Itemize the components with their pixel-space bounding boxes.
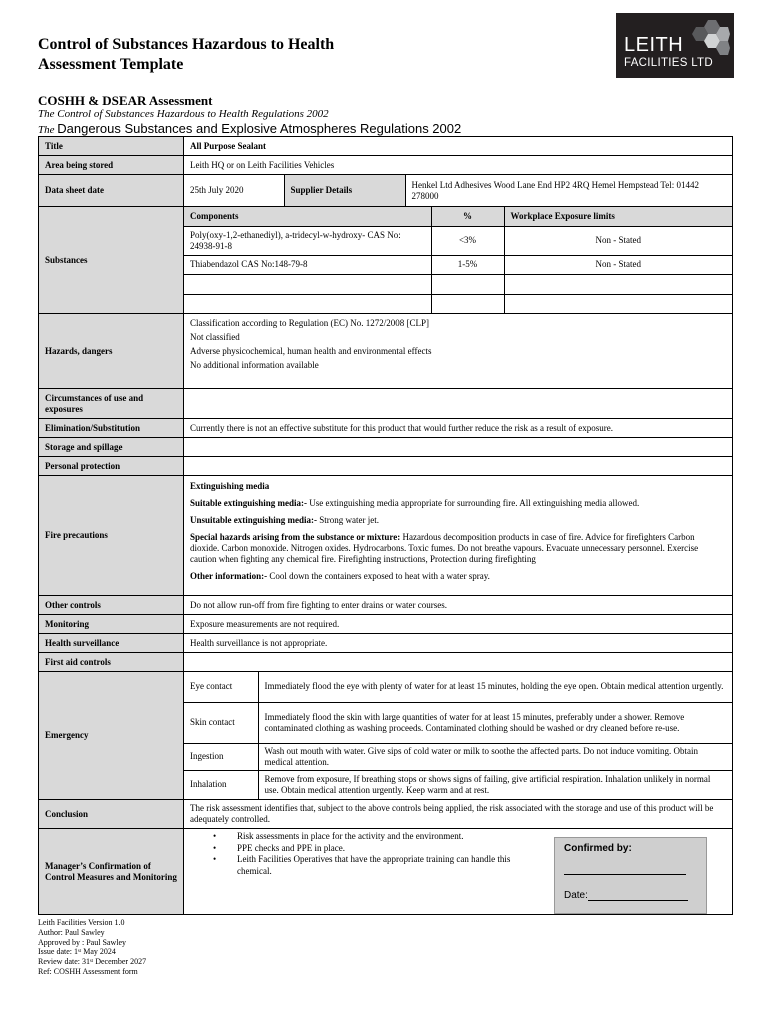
component-name: Poly(oxy-1,2-ethanediyl), a-tridecyl-w-hydroxy- CAS No: 24938-91-8	[184, 226, 431, 255]
label-supplier: Supplier Details	[284, 175, 405, 206]
emergency-type: Eye contact	[184, 672, 258, 702]
value-personal	[184, 457, 733, 476]
hazard-line: Adverse physicochemical, human health and environmental effects	[190, 346, 432, 356]
label-elimination: Elimination/Substitution	[39, 419, 184, 438]
assessment-subheader	[38, 93, 738, 138]
emergency-text: Immediately flood the skin with large quantities of water for at least 15 minutes, preferably under a shower. Remove contaminated clothing as washing proceeds. Contaminated clothing should be washed or dry cleaned before re-use.	[258, 702, 732, 743]
emergency-text: Remove from exposure, If breathing stops or shows signs of failing, give artificial respiration. Inhalation unlikely in normal use. Obtain medical attention urgently. Keep warm and at rest.	[258, 770, 732, 799]
logo-facilities-text: FACILITIES LTD	[624, 57, 713, 69]
list-item: • Risk assessments in place for the activity and the environment.	[213, 831, 464, 841]
row-circumstances	[39, 389, 733, 419]
fire-unsuitable: Unsuitable extinguishing media:- Strong water jet.	[190, 515, 380, 525]
hazard-line: Not classified	[190, 332, 240, 342]
table-row	[184, 770, 732, 799]
assessment-table	[38, 136, 733, 915]
row-conclusion	[39, 800, 733, 829]
list-item: • PPE checks and PPE in place.	[213, 842, 345, 853]
emergency-table	[184, 672, 732, 799]
label-other-controls: Other controls	[39, 596, 184, 615]
date-label: Date:	[564, 890, 588, 901]
value-health: Health surveillance is not appropriate.	[184, 634, 733, 653]
component-percent: 1-5%	[431, 255, 504, 274]
emergency-text: Wash out mouth with water. Give sips of cold water or milk to soothe the affected parts. Do not induce vomiting. Obtain medical attention.	[258, 743, 732, 770]
table-row	[184, 274, 732, 294]
emergency-text: Immediately flood the eye with plenty of water for at least 15 minutes, holding the eye open. Obtain medical attention urgently.	[258, 672, 732, 702]
component-name: Thiabendazol CAS No:148-79-8	[184, 255, 431, 274]
row-storage	[39, 438, 733, 457]
label-fire: Fire precautions	[39, 476, 184, 596]
hazard-line: No additional information available	[190, 360, 319, 370]
fire-other: Other information:- Cool down the containers exposed to heat with a water spray.	[190, 571, 490, 581]
label-first-aid: First aid controls	[39, 653, 184, 672]
value-other-controls: Do not allow run-off from fire fighting to enter drains or water courses.	[184, 596, 733, 615]
label-substances: Substances	[39, 207, 184, 314]
document-footer	[38, 918, 146, 977]
label-health: Health surveillance	[39, 634, 184, 653]
row-datasheet	[39, 175, 733, 207]
date-field[interactable]	[564, 890, 688, 901]
value-first-aid	[184, 653, 733, 672]
row-substances	[39, 207, 733, 314]
footer-line: Review date: 31ˢᵗ December 2027	[38, 957, 147, 967]
footer-line: Author: Paul Sawley	[38, 927, 105, 937]
row-fire	[39, 476, 733, 596]
fire-suitable: Suitable extinguishing media:- Use extinguishing media appropriate for surrounding fire. All extinguishing media allowed.	[190, 498, 640, 508]
hazard-line: Classification according to Regulation (EC) No. 1272/2008 [CLP]	[190, 318, 429, 328]
value-conclusion: The risk assessment identifies that, subject to the above controls being applied, the risk associated with the storage and use of this product will be adequately controlled.	[184, 800, 733, 829]
confirmation-box	[554, 837, 707, 914]
company-logo	[616, 13, 734, 78]
label-title: Title	[39, 137, 184, 156]
row-monitoring	[39, 615, 733, 634]
emergency-type: Ingestion	[184, 743, 258, 770]
label-emergency: Emergency	[39, 672, 184, 800]
value-elimination: Currently there is not an effective substitute for this product that would further reduce the risk as a result of exposure.	[184, 419, 733, 438]
fire-special: Special hazards arising from the substance or mixture: Hazardous decomposition products in case of fire. Advice for firefighters Carbon dioxide. Carbon monoxide. Nitrogen oxides. Hydrocarbons. Toxic fumes. Do not breathe vapours. Evacuate unnecessary personnel. Exercise caution when fighting any chemical fire. Firefighting instructions, Protection during firefighting	[190, 532, 699, 564]
label-monitoring: Monitoring	[39, 615, 184, 634]
title-line-1: Control of Substances Hazardous to Health	[38, 36, 335, 53]
value-area: Leith HQ or on Leith Facilities Vehicles	[184, 156, 733, 175]
table-row	[184, 255, 732, 274]
table-row	[184, 294, 732, 313]
datasheet-date: 25th July 2020	[184, 175, 284, 206]
confirmed-by-label: Confirmed by:	[564, 843, 632, 854]
value-circumstances	[184, 389, 733, 419]
component-percent: <3%	[431, 226, 504, 255]
footer-line: Leith Facilities Version 1.0	[38, 918, 125, 927]
hexagon-logo-icon	[684, 18, 730, 58]
row-other-controls	[39, 596, 733, 615]
label-datasheet: Data sheet date	[39, 175, 184, 207]
row-first-aid	[39, 653, 733, 672]
logo-leith-text: LEITH	[624, 34, 684, 56]
substances-table	[184, 207, 732, 313]
emergency-type: Inhalation	[184, 770, 258, 799]
row-manager	[39, 829, 733, 915]
supplier-details: Henkel Ltd Adhesives Wood Lane End HP2 4RQ Hemel Hempstead Tel: 01442 278000	[405, 175, 732, 206]
row-emergency	[39, 672, 733, 800]
assessment-subtitle: COSHH & DSEAR Assessment	[38, 93, 213, 108]
value-monitoring: Exposure measurements are not required.	[184, 615, 733, 634]
footer-line: Issue date: 1ˢᵗ May 2024	[38, 947, 116, 957]
regulation-dsear: The Dangerous Substances and Explosive Atmospheres Regulations 2002	[38, 121, 462, 136]
label-manager: Manager’s Confirmation of Control Measures and Monitoring	[39, 829, 184, 915]
label-storage: Storage and spillage	[39, 438, 184, 457]
fire-heading: Extinguishing media	[190, 481, 270, 491]
header-components: Components	[184, 207, 431, 226]
label-area: Area being stored	[39, 156, 184, 175]
table-row	[184, 226, 732, 255]
component-limit: Non - Stated	[504, 255, 732, 274]
row-elimination	[39, 419, 733, 438]
row-personal	[39, 457, 733, 476]
label-circumstances: Circumstances of use and exposures	[39, 389, 184, 419]
table-row	[184, 672, 732, 702]
row-health	[39, 634, 733, 653]
regulation-coshh: The Control of Substances Hazardous to Health Regulations 2002	[38, 108, 329, 120]
header-exposure: Workplace Exposure limits	[504, 207, 732, 226]
component-limit: Non - Stated	[504, 226, 732, 255]
label-hazards: Hazards, dangers	[39, 314, 184, 389]
table-row	[184, 743, 732, 770]
row-area	[39, 156, 733, 175]
header-percent: %	[431, 207, 504, 226]
footer-line: Ref: COSHH Assessment form	[38, 966, 138, 976]
confirmed-by-field[interactable]	[564, 864, 686, 875]
list-item: • Leith Facilities Operatives that have the appropriate training can handle this chemical.	[213, 854, 511, 876]
emergency-type: Skin contact	[184, 702, 258, 743]
row-title	[39, 137, 733, 156]
label-personal: Personal protection	[39, 457, 184, 476]
value-title: All Purpose Sealant	[184, 137, 733, 156]
manager-bullet-list	[209, 831, 539, 877]
footer-line: Approved by : Paul Sawley	[38, 937, 126, 947]
value-storage	[184, 438, 733, 457]
row-hazards	[39, 314, 733, 389]
document-title	[38, 35, 598, 75]
title-line-2: Assessment Template	[38, 56, 184, 73]
table-row	[184, 702, 732, 743]
label-conclusion: Conclusion	[39, 800, 184, 829]
